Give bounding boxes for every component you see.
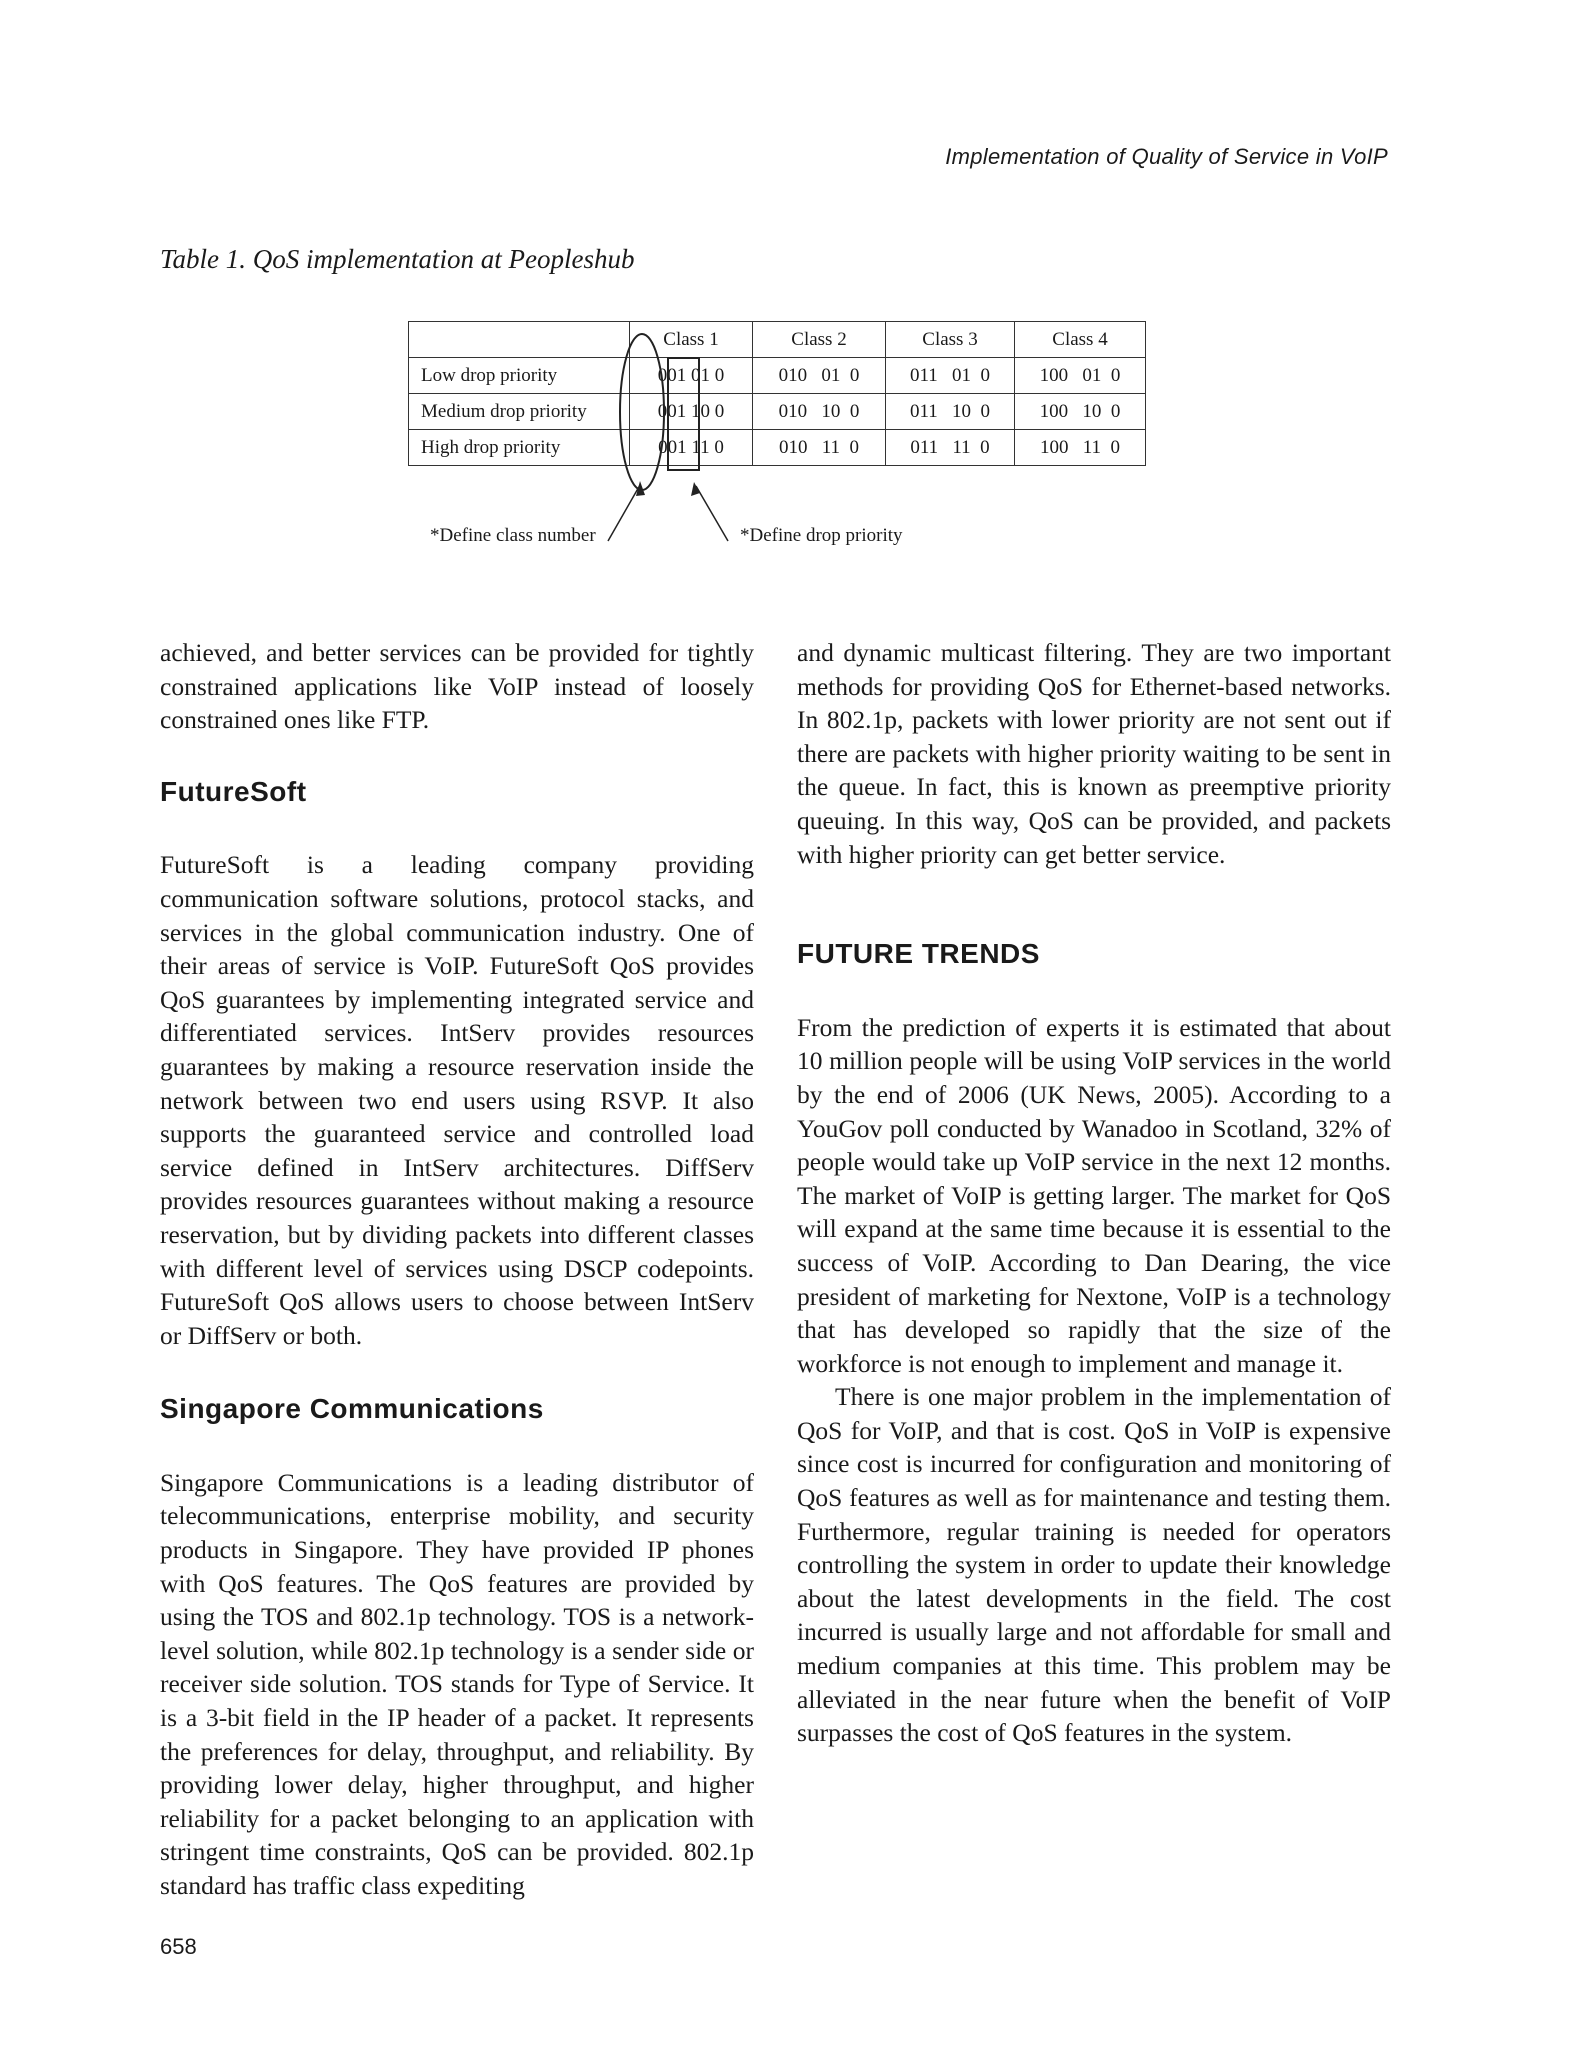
column-header-class-1: Class 1 (630, 322, 753, 358)
left-column (160, 636, 754, 1903)
table-cell: 001 01 0 (630, 358, 753, 394)
column-header-class-3: Class 3 (886, 322, 1015, 358)
future-trends-heading: FUTURE TRENDS (797, 938, 1040, 970)
future-trends-paragraph-2: There is one major problem in the implementation of QoS for VoIP, and that is cost. QoS in VoIP is expensive since cost is incurred for configuration and monitoring of QoS features as well as for maintenance and testing them. Furthermore, regular training is needed for operators controlling the system in order to update their knowledge about the latest developments in the field. The cost incurred is usually large and not affordable for small and medium companies at this time. This problem may be alleviated in the near future when the benefit of VoIP surpasses the cost of QoS features in the system. (797, 1382, 1391, 1748)
row-label: Medium drop priority (409, 394, 630, 430)
futuresoft-heading: FutureSoft (160, 775, 307, 807)
table-cell: 010 11 0 (753, 430, 886, 466)
right-column (797, 636, 1391, 1750)
table-cell: 011 10 0 (886, 394, 1015, 430)
row-label: Low drop priority (409, 358, 630, 394)
drop-priority-arrowhead (691, 482, 700, 496)
class-number-arrow (608, 485, 640, 541)
class-number-annotation: *Define class number (430, 525, 596, 546)
future-trends-paragraph-1: From the prediction of experts it is estimated that about 10 million people will be using VoIP services in the world by the end of 2006 (UK News, 2005). According to a YouGov poll conducted by Wanadoo in Scotland, 32% of people would take up VoIP service in the next 12 months. The market of VoIP is getting larger. The market for QoS will expand at the same time because it is essential to the success of VoIP. According to Dan Dearing, the vice president of marketing for Nextone, VoIP is a technology that has developed so rapidly that the size of the workforce is not enough to implement and manage it. (797, 1012, 1391, 1378)
table-row (409, 430, 1146, 466)
table-header-row (409, 322, 1146, 358)
table-cell: 100 10 0 (1015, 394, 1146, 430)
table-cell: 010 01 0 (753, 358, 886, 394)
table-row (409, 358, 1146, 394)
class-number-arrowhead (636, 481, 645, 496)
table-cell: 001 11 0 (630, 430, 753, 466)
singapore-paragraph: Singapore Communications is a leading distributor of telecommunications, enterprise mobility, and security products in Singapore. They have provided IP phones with QoS features. The QoS features are provided by using the TOS and 802.1p technology. TOS is a network-level solution, while 802.1p technology is a sender side or receiver side solution. TOS stands for Type of Service. It is a 3-bit field in the IP header of a packet. It represents the preferences for delay, throughput, and reliability. By providing lower delay, higher throughput, and higher reliability for a packet belonging to an application with stringent time constraints, QoS can be provided. 802.1p standard has traffic class expediting (160, 1467, 754, 1900)
table-cell: 001 10 0 (630, 394, 753, 430)
qos-table (408, 321, 1146, 466)
drop-priority-arrow (696, 486, 728, 541)
table-corner-cell (409, 322, 630, 358)
table-cell: 100 01 0 (1015, 358, 1146, 394)
table-cell: 010 10 0 (753, 394, 886, 430)
column-header-class-2: Class 2 (753, 322, 886, 358)
column-header-class-4: Class 4 (1015, 322, 1146, 358)
running-header: Implementation of Quality of Service in VoIP (945, 144, 1388, 169)
futuresoft-paragraph: FutureSoft is a leading company providing communication software solutions, protocol stacks, and services in the global communication industry. One of their areas of service is VoIP. FutureSoft QoS provides QoS guarantees by implementing integrated service and differentiated services. IntServ provides resources guarantees by making a resource reservation inside the network between two end users using RSVP. It also supports the guaranteed service and controlled load service defined in IntServ architectures. DiffServ provides resources guarantees without making a resource reservation, but by dividing packets into different classes with different level of services using DSCP codepoints. FutureSoft QoS allows users to choose between IntServ or DiffServ or both. (160, 850, 754, 1350)
row-label: High drop priority (409, 430, 630, 466)
intro-paragraph: achieved, and better services can be provided for tightly constrained applications like VoIP instead of loosely constrained ones like FTP. (160, 638, 754, 735)
page-number: 658 (160, 1934, 197, 1959)
drop-priority-annotation: *Define drop priority (740, 525, 903, 546)
continuation-paragraph: and dynamic multicast filtering. They are two important methods for providing QoS for Ethernet-based networks. In 802.1p, packets with lower priority are not sent out if there are packets with higher priority waiting to be sent in the queue. In fact, this is known as preemptive priority queuing. In this way, QoS can be provided, and packets with higher priority can get better service. (797, 638, 1391, 869)
singapore-heading: Singapore Communications (160, 1393, 544, 1425)
table-row (409, 394, 1146, 430)
table-cell: 011 01 0 (886, 358, 1015, 394)
table-cell: 100 11 0 (1015, 430, 1146, 466)
table-cell: 011 11 0 (886, 430, 1015, 466)
table-annotations (0, 0, 1592, 600)
table-caption: Table 1. QoS implementation at Peopleshub (160, 244, 635, 274)
